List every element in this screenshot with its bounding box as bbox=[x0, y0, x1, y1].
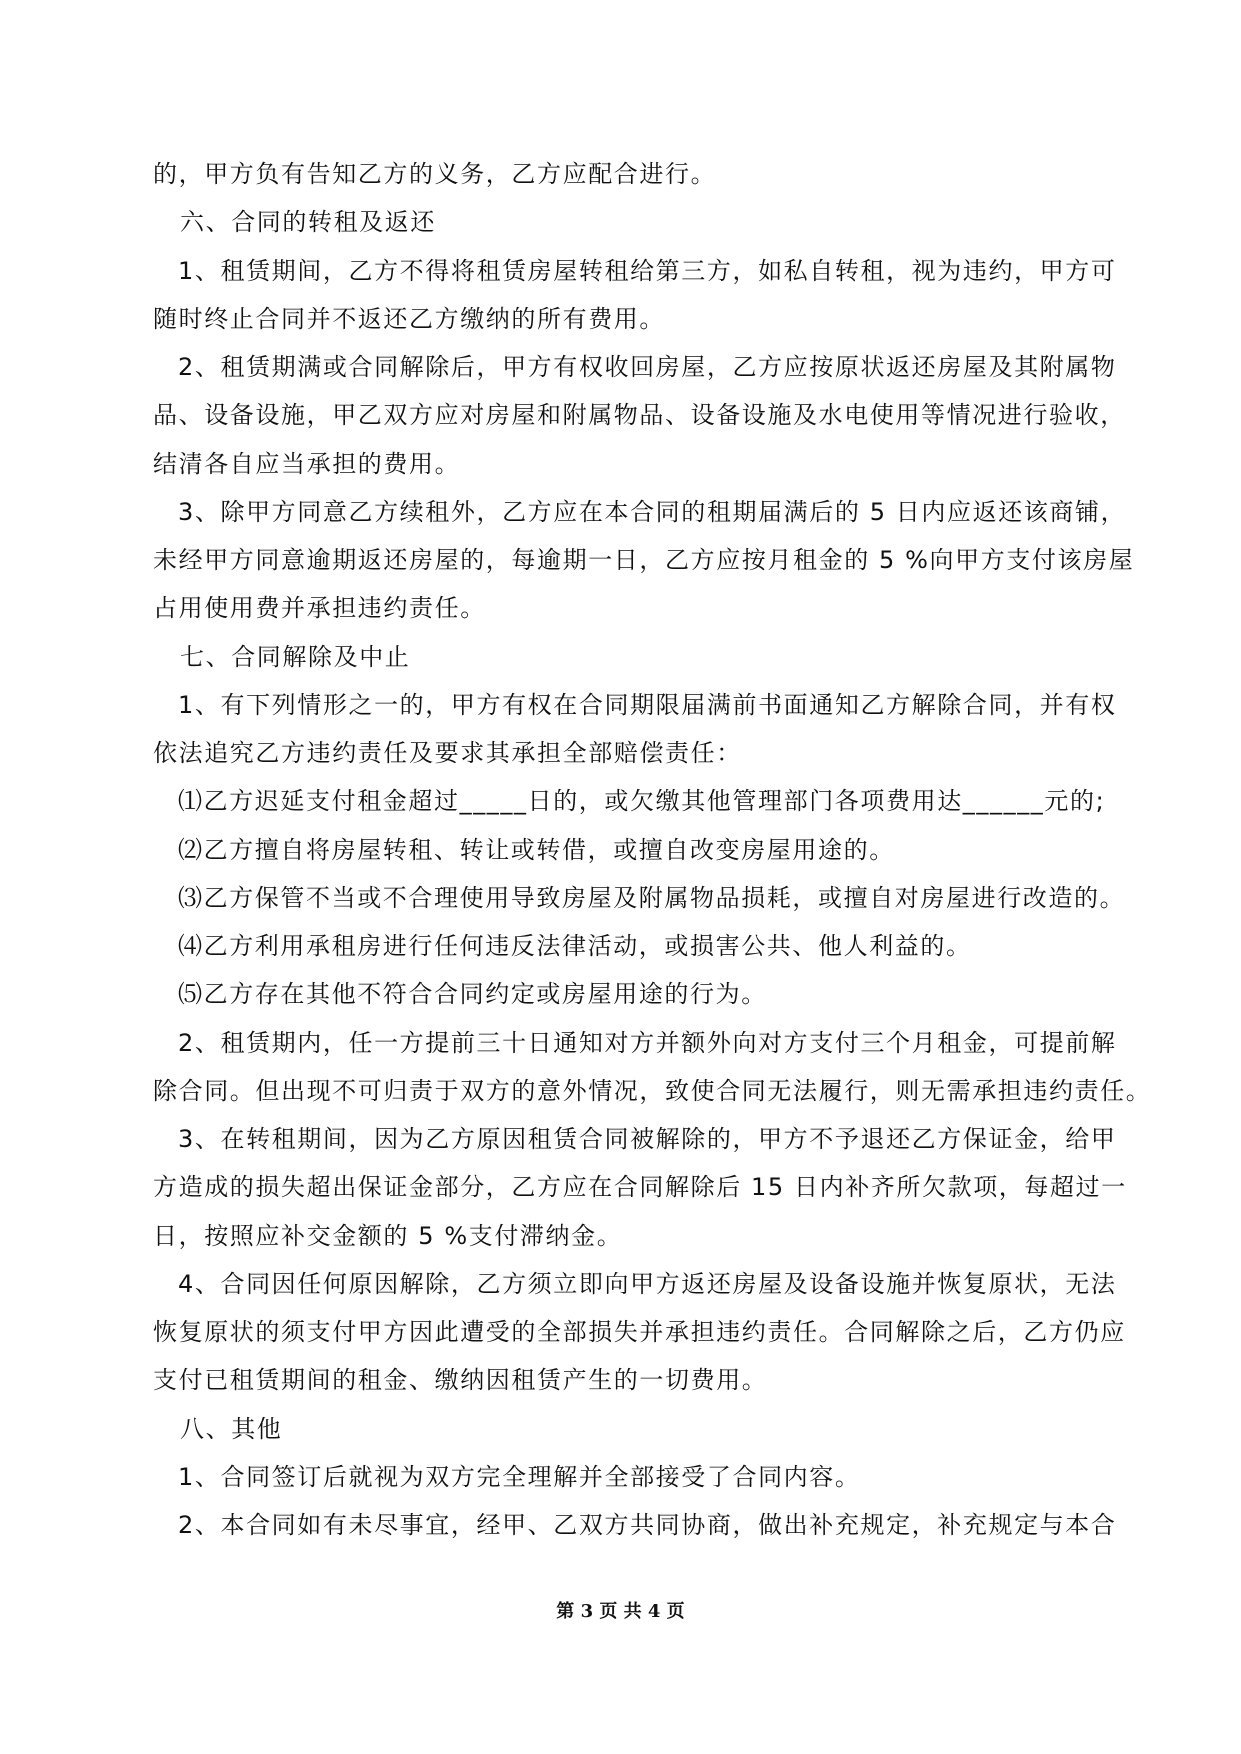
text-line: 品、设备设施，甲乙双方应对房屋和附属物品、设备设施及水电使用等情况进行验收， bbox=[153, 401, 1126, 429]
text-line: 恢复原状的须支付甲方因此遭受的全部损失并承担违约责任。合同解除之后，乙方仍应 bbox=[153, 1318, 1126, 1346]
list-item: ⑵乙方擅自将房屋转租、转让或转借，或擅自改变房屋用途的。 bbox=[178, 836, 895, 864]
text-line: 1、租赁期间，乙方不得将租赁房屋转租给第三方，如私自转租，视为违约，甲方可 bbox=[178, 257, 1117, 285]
text-line: 1、有下列情形之一的，甲方有权在合同期限届满前书面通知乙方解除合同，并有权 bbox=[178, 691, 1117, 719]
text-line: 2、租赁期内，任一方提前三十日通知对方并额外向对方支付三个月租金，可提前解 bbox=[178, 1029, 1117, 1057]
text-line: 支付已租赁期间的租金、缴纳因租赁产生的一切费用。 bbox=[153, 1366, 768, 1394]
text-line: 随时终止合同并不返还乙方缴纳的所有费用。 bbox=[153, 305, 665, 333]
section-heading: 六、合同的转租及返还 bbox=[180, 208, 436, 236]
text-line: 3、除甲方同意乙方续租外，乙方应在本合同的租期届满后的 5 日内应返还该商铺， bbox=[178, 498, 1127, 526]
text-line: 4、合同因任何原因解除，乙方须立即向甲方返还房屋及设备设施并恢复原状，无法 bbox=[178, 1270, 1117, 1298]
text-line: 3、在转租期间，因为乙方原因租赁合同被解除的，甲方不予退还乙方保证金，给甲 bbox=[178, 1125, 1117, 1153]
section-heading: 七、合同解除及中止 bbox=[180, 643, 411, 671]
list-item: ⑶乙方保管不当或不合理使用导致房屋及附属物品损耗，或擅自对房屋进行改造的。 bbox=[178, 884, 1126, 912]
list-item: ⑷乙方利用承租房进行任何违反法律活动，或损害公共、他人利益的。 bbox=[178, 932, 972, 960]
section-heading: 八、其他 bbox=[180, 1415, 283, 1443]
text-line: 2、租赁期满或合同解除后，甲方有权收回房屋，乙方应按原状返还房屋及其附属物 bbox=[178, 353, 1117, 381]
text-line: 的，甲方负有告知乙方的义务，乙方应配合进行。 bbox=[153, 160, 717, 188]
text-line: 1、合同签订后就视为双方完全理解并全部接受了合同内容。 bbox=[178, 1463, 861, 1491]
page-number: 第 3 页 共 4 页 bbox=[556, 1601, 685, 1622]
text-line: 日，按照应补交金额的 5 %支付滞纳金。 bbox=[153, 1222, 623, 1250]
list-item: ⑴乙方迟延支付租金超过_____日的，或欠缴其他管理部门各项费用达______元的; bbox=[178, 787, 1106, 815]
text-line: 2、本合同如有未尽事宜，经甲、乙双方共同协商，做出补充规定，补充规定与本合 bbox=[178, 1511, 1117, 1539]
text-line: 未经甲方同意逾期返还房屋的，每逾期一日，乙方应按月租金的 5 %向甲方支付该房屋 bbox=[153, 546, 1135, 574]
list-item: ⑸乙方存在其他不符合合同约定或房屋用途的行为。 bbox=[178, 980, 767, 1008]
text-line: 除合同。但出现不可归责于双方的意外情况，致使合同无法履行，则无需承担违约责任。 bbox=[153, 1077, 1152, 1105]
text-line: 依法追究乙方违约责任及要求其承担全部赔偿责任： bbox=[153, 739, 742, 767]
text-line: 结清各自应当承担的费用。 bbox=[153, 450, 461, 478]
text-line: 占用使用费并承担违约责任。 bbox=[153, 594, 486, 622]
text-line: 方造成的损失超出保证金部分，乙方应在合同解除后 15 日内补齐所欠款项，每超过一 bbox=[153, 1173, 1127, 1201]
